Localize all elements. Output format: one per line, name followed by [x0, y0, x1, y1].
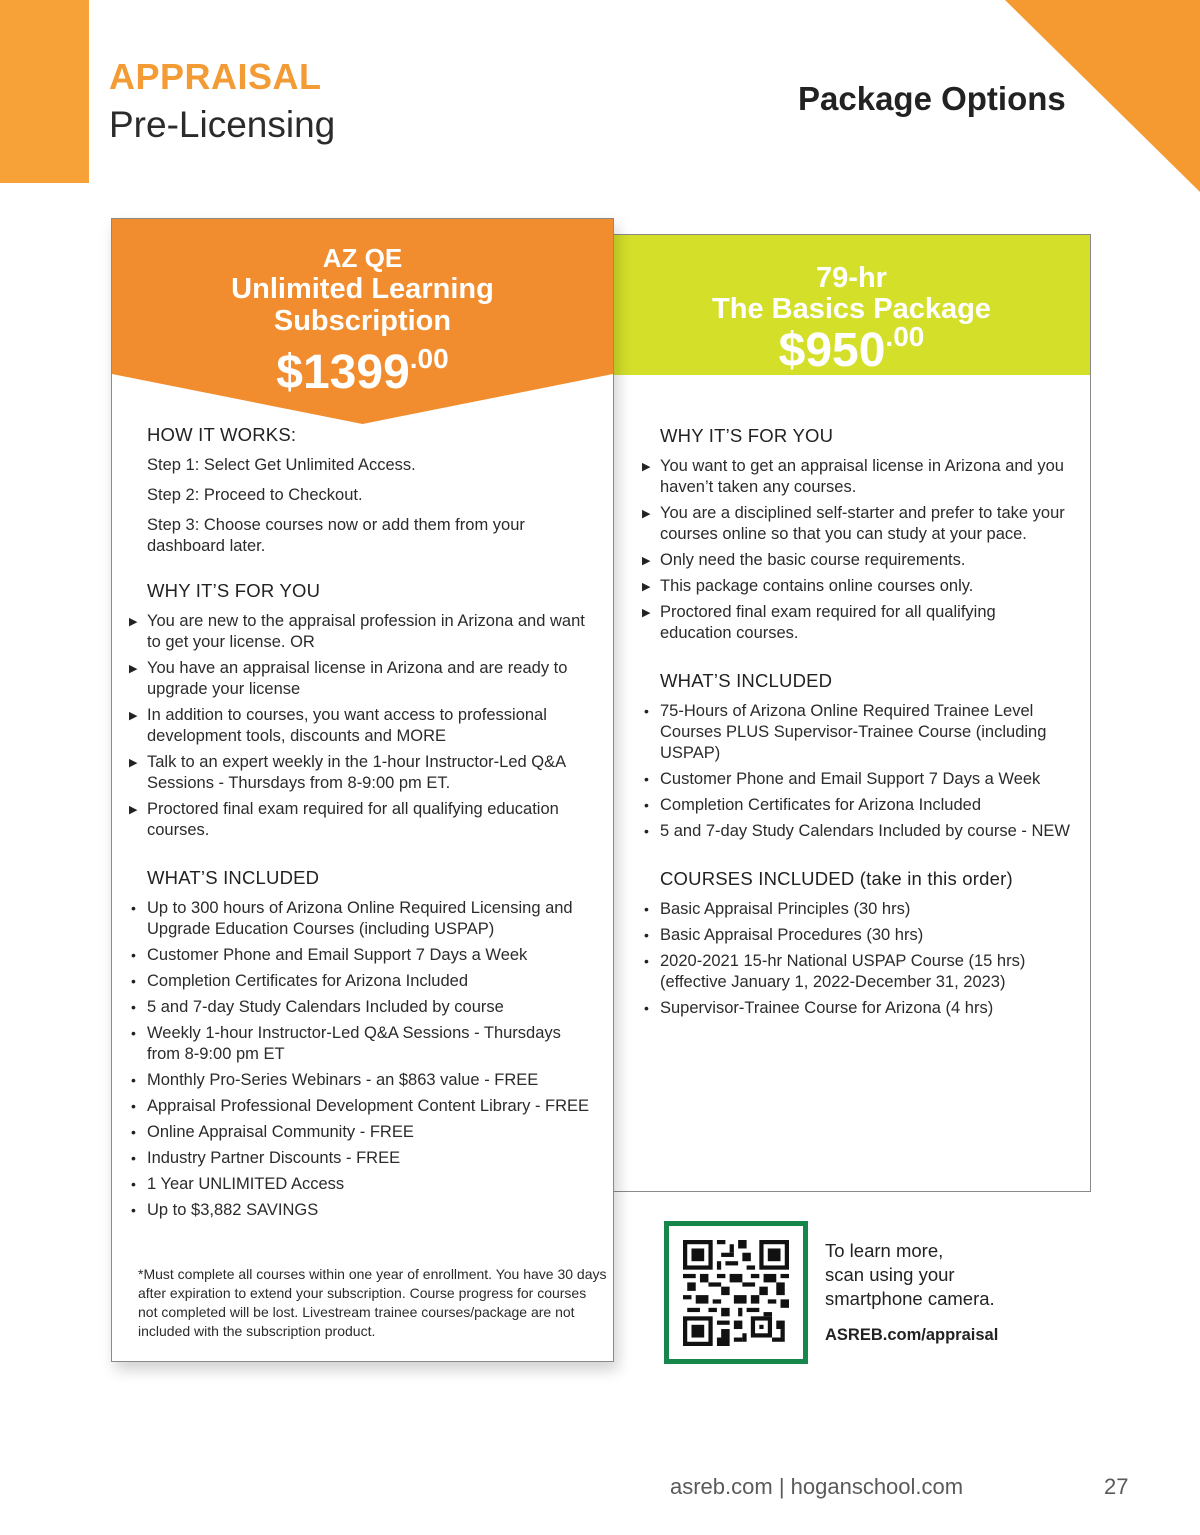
list-item: • Up to 300 hours of Arizona Online Required Licensing and Upgrade Education Courses (including USPAP)	[147, 898, 597, 940]
step-label: Step 1:	[147, 456, 200, 474]
step-text: Proceed to Checkout.	[199, 486, 363, 504]
subscription-price-cents: .00	[409, 343, 449, 374]
list-item: • Customer Phone and Email Support 7 Days a Week	[660, 769, 1070, 790]
list-item: • Monthly Pro-Series Webinars - an $863 value - FREE	[147, 1070, 597, 1091]
page-subtitle: Pre-Licensing	[109, 104, 336, 145]
courses-heading-main: COURSES INCLUDED	[660, 868, 855, 889]
list-item: ▶ Only need the basic course requirements.	[660, 550, 1070, 571]
courses-included-list	[660, 899, 1070, 1019]
list-item: ▶ This package contains online courses only.	[660, 576, 1070, 597]
list-item: ▶ Talk to an expert weekly in the 1-hour Instructor-Led Q&A Sessions - Thursdays from 8-9:00 pm ET.	[147, 752, 597, 794]
subscription-banner-line1: AZ QE	[322, 243, 403, 273]
basics-banner-line1: 79-hr	[816, 262, 887, 294]
whats-included-heading: WHAT’S INCLUDED	[660, 670, 833, 691]
list-item: • Basic Appraisal Principles (30 hrs)	[660, 899, 1070, 920]
whats-included-heading: WHAT’S INCLUDED	[147, 867, 320, 888]
why-for-you-heading: WHY IT’S FOR YOU	[147, 580, 321, 601]
qr-code-icon[interactable]	[683, 1240, 789, 1346]
subscription-price	[112, 343, 613, 400]
list-item: • 1 Year UNLIMITED Access	[147, 1174, 597, 1195]
step-text: Choose courses now or add them from your dashboard later.	[147, 516, 525, 555]
list-item: ▶ In addition to courses, you want access to professional development tools, discounts and MORE	[147, 705, 597, 747]
subscription-price-main: $1399	[276, 346, 410, 399]
subscription-content	[147, 424, 597, 1226]
why-for-you-list	[660, 456, 1070, 644]
subscription-banner-line2: Unlimited Learning	[231, 273, 494, 305]
subscription-banner-line3: Subscription	[273, 305, 452, 337]
basics-price-main: $950	[778, 324, 886, 377]
list-item: • Online Appraisal Community - FREE	[147, 1122, 597, 1143]
list-item: • Appraisal Professional Development Content Library - FREE	[147, 1096, 597, 1117]
list-item: ▶ You have an appraisal license in Arizona and are ready to upgrade your license	[147, 658, 597, 700]
list-item: • Up to $3,882 SAVINGS	[147, 1200, 597, 1221]
qr-instruction-line: To learn more,	[825, 1240, 944, 1261]
step-item	[147, 515, 597, 557]
list-item: • Basic Appraisal Procedures (30 hrs)	[660, 925, 1070, 946]
page-title: Package Options	[798, 80, 1066, 117]
footer-websites[interactable]: asreb.com | hoganschool.com	[670, 1474, 964, 1499]
list-item: ▶ Proctored final exam required for all qualifying education courses.	[147, 799, 597, 841]
basics-banner-line2: The Basics Package	[712, 293, 991, 325]
whats-included-list	[147, 898, 597, 1221]
step-item	[147, 455, 597, 476]
courses-heading-note: (take in this order)	[854, 868, 1013, 889]
qr-instruction-line: scan using your	[825, 1264, 955, 1285]
subscription-footnote: *Must complete all courses within one year of enrollment. You have 30 days after expiration to extend your subscription. Course progress for courses not completed will be lost. Livestream trainee courses/package are not included with the subscription product.	[138, 1266, 607, 1339]
list-item: • Industry Partner Discounts - FREE	[147, 1148, 597, 1169]
step-item	[147, 485, 597, 506]
how-it-works-heading: HOW IT WORKS:	[147, 424, 297, 445]
whats-included-list	[660, 701, 1070, 842]
list-item: • Customer Phone and Email Support 7 Days a Week	[147, 945, 597, 966]
list-item: • 5 and 7-day Study Calendars Included by course	[147, 997, 597, 1018]
subscription-card	[111, 218, 614, 1362]
step-label: Step 3:	[147, 516, 200, 534]
page-category: APPRAISAL	[109, 56, 322, 97]
list-item: • 5 and 7-day Study Calendars Included by course - NEW	[660, 821, 1070, 842]
list-item: • Supervisor-Trainee Course for Arizona (4 hrs)	[660, 998, 1070, 1019]
list-item: • Weekly 1-hour Instructor-Led Q&A Sessions - Thursdays from 8-9:00 pm ET	[147, 1023, 597, 1065]
qr-instruction-line: smartphone camera.	[825, 1288, 995, 1309]
step-label: Step 2:	[147, 486, 200, 504]
list-item: • Completion Certificates for Arizona Included	[660, 795, 1070, 816]
basics-package-card	[612, 234, 1091, 1192]
why-for-you-list	[147, 611, 597, 841]
why-for-you-heading: WHY IT’S FOR YOU	[660, 425, 834, 446]
orange-side-bar	[0, 0, 89, 183]
list-item: ▶ You are new to the appraisal profession in Arizona and want to get your license. OR	[147, 611, 597, 653]
list-item: • 2020-2021 15-hr National USPAP Course (15 hrs) (effective January 1, 2022-December 31, 2023)	[660, 951, 1070, 993]
basics-price-cents: .00	[885, 321, 925, 352]
page-number: 27	[1104, 1474, 1129, 1499]
steps-list	[147, 455, 597, 557]
list-item: ▶ Proctored final exam required for all qualifying education courses.	[660, 602, 1070, 644]
qr-instructions	[825, 1239, 995, 1311]
list-item: • 75-Hours of Arizona Online Required Trainee Level Courses PLUS Supervisor-Trainee Course (including USPAP)	[660, 701, 1070, 764]
qr-code-frame[interactable]	[664, 1221, 808, 1364]
asreb-appraisal-link[interactable]: ASREB.com/appraisal	[825, 1326, 999, 1344]
step-text: Select Get Unlimited Access.	[199, 456, 416, 474]
list-item: • Completion Certificates for Arizona Included	[147, 971, 597, 992]
courses-included-heading	[660, 868, 1070, 889]
list-item: ▶ You are a disciplined self-starter and prefer to take your courses online so that you can study at your pace.	[660, 503, 1070, 545]
basics-price	[613, 321, 1090, 378]
list-item: ▶ You want to get an appraisal license in Arizona and you haven’t taken any courses.	[660, 456, 1070, 498]
basics-content	[660, 425, 1070, 1024]
